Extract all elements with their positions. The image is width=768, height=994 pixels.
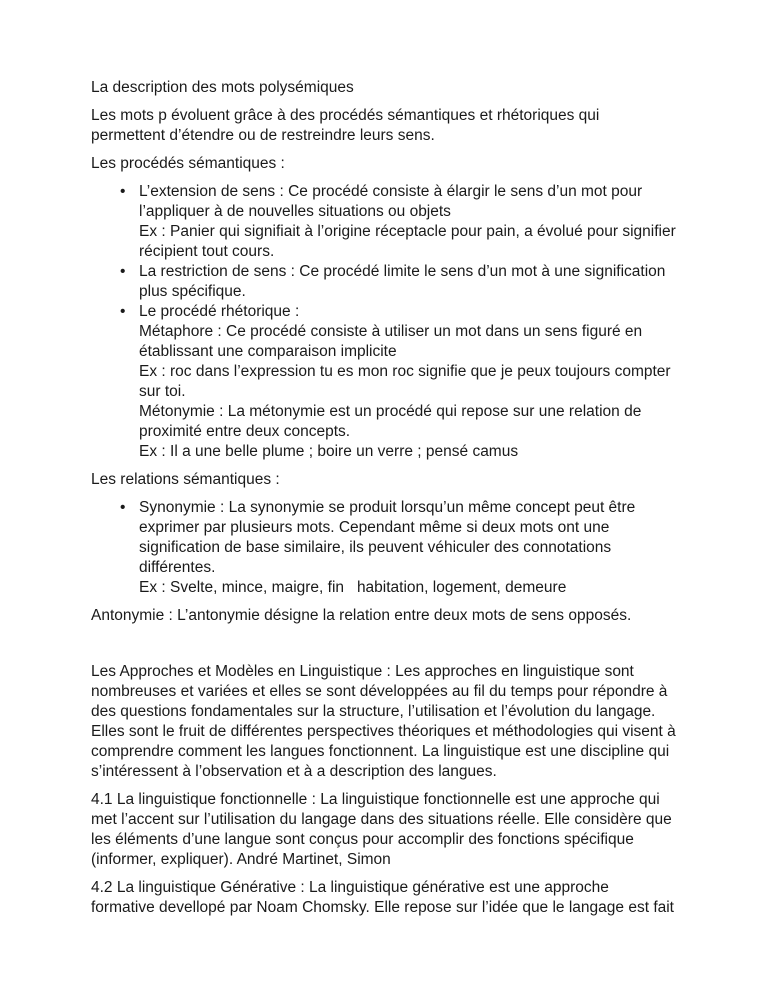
semantic-processes-heading xyxy=(91,154,705,174)
text-line: exprimer par plusieurs mots. Cependant même si deux mots ont une xyxy=(139,519,610,536)
text-line: Antonymie : L’antonymie désigne la relation entre deux mots de sens opposés. xyxy=(91,607,632,624)
text-line: Les Approches et Modèles en Linguistique : Les approches en linguistique sont xyxy=(91,663,634,680)
list-item-synonymy xyxy=(91,498,705,598)
text-line: sur toi. xyxy=(139,383,186,400)
text-line: établissant une comparaison implicite xyxy=(139,343,397,360)
list-item-extension xyxy=(91,182,705,262)
text-line: Les mots p évoluent grâce à des procédés sémantiques et rhétoriques qui xyxy=(91,107,600,124)
bullet-marker: • xyxy=(120,263,126,280)
bullet-marker: • xyxy=(120,183,126,200)
approaches-paragraph xyxy=(91,662,705,782)
text-line: La description des mots polysémiques xyxy=(91,79,354,96)
text-line: s’intéressent à l’observation et à a description des langues. xyxy=(91,763,497,780)
text-line: permettent d’étendre ou de restreindre leurs sens. xyxy=(91,127,435,144)
list-item-restriction xyxy=(91,262,705,302)
title-paragraph xyxy=(91,78,705,98)
text-line: signification de base similaire, ils peuvent véhiculer des connotations xyxy=(139,539,612,556)
text-line: Le procédé rhétorique : xyxy=(139,303,300,320)
text-line: Les relations sémantiques : xyxy=(91,471,280,488)
text-line: Les procédés sémantiques : xyxy=(91,155,285,172)
text-line: plus spécifique. xyxy=(139,283,246,300)
text-line: des questions fondamentales sur la structure, l’utilisation et l’évolution du langage. xyxy=(91,703,656,720)
bullet-marker: • xyxy=(120,303,126,320)
semantic-relations-heading xyxy=(91,470,705,490)
text-line: L’extension de sens : Ce procédé consiste à élargir le sens d’un mot pour xyxy=(139,183,643,200)
text-line: récipient tout cours. xyxy=(139,243,275,260)
text-line: (informer, expliquer). André Martinet, Simon xyxy=(91,851,391,868)
bullet-marker: • xyxy=(120,499,126,516)
list-item-rhetorical xyxy=(91,302,705,462)
text-line: La restriction de sens : Ce procédé limite le sens d’un mot à une signification xyxy=(139,263,666,280)
text-line: Ex : roc dans l’expression tu es mon roc signifie que je peux toujours compter xyxy=(139,363,671,380)
text-line: formative devellopé par Noam Chomsky. Elle repose sur l’idée que le langage est fait xyxy=(91,899,674,916)
text-line: différentes. xyxy=(139,559,216,576)
text-line: Elles sont le fruit de différentes perspectives théoriques et méthodologies qui visent à xyxy=(91,723,676,740)
text-line: Métaphore : Ce procédé consiste à utiliser un mot dans un sens figuré en xyxy=(139,323,643,340)
text-line: Ex : Svelte, mince, maigre, fin habitation, logement, demeure xyxy=(139,579,567,596)
semantic-relations-list xyxy=(91,498,705,598)
text-line: les éléments d’une langue sont conçus pour accomplir des fonctions spécifique xyxy=(91,831,634,848)
generative-linguistics-paragraph xyxy=(91,878,705,918)
intro-paragraph xyxy=(91,106,705,146)
text-line: Ex : Panier qui signifiait à l’origine réceptacle pour pain, a évolué pour signifier xyxy=(139,223,676,240)
text-line: Métonymie : La métonymie est un procédé qui repose sur une relation de xyxy=(139,403,642,420)
text-line: 4.2 La linguistique Générative : La linguistique générative est une approche xyxy=(91,879,609,896)
text-line: met l’accent sur l’utilisation du langage dans des situations réelle. Elle considère que xyxy=(91,811,672,828)
text-line: proximité entre deux concepts. xyxy=(139,423,351,440)
functional-linguistics-paragraph xyxy=(91,790,705,870)
antonymy-paragraph xyxy=(91,606,705,626)
empty-paragraph xyxy=(91,634,705,654)
text-line: comprendre comment les langues fonctionnent. La linguistique est une discipline qui xyxy=(91,743,670,760)
text-line: nombreuses et variées et elles se sont développées au fil du temps pour répondre à xyxy=(91,683,668,700)
text-line: 4.1 La linguistique fonctionnelle : La linguistique fonctionnelle est une approche qui xyxy=(91,791,660,808)
text-line: Synonymie : La synonymie se produit lorsqu’un même concept peut être xyxy=(139,499,636,516)
text-line: Ex : Il a une belle plume ; boire un verre ; pensé camus xyxy=(139,443,519,460)
text-line: l’appliquer à de nouvelles situations ou objets xyxy=(139,203,451,220)
semantic-processes-list xyxy=(91,182,705,462)
